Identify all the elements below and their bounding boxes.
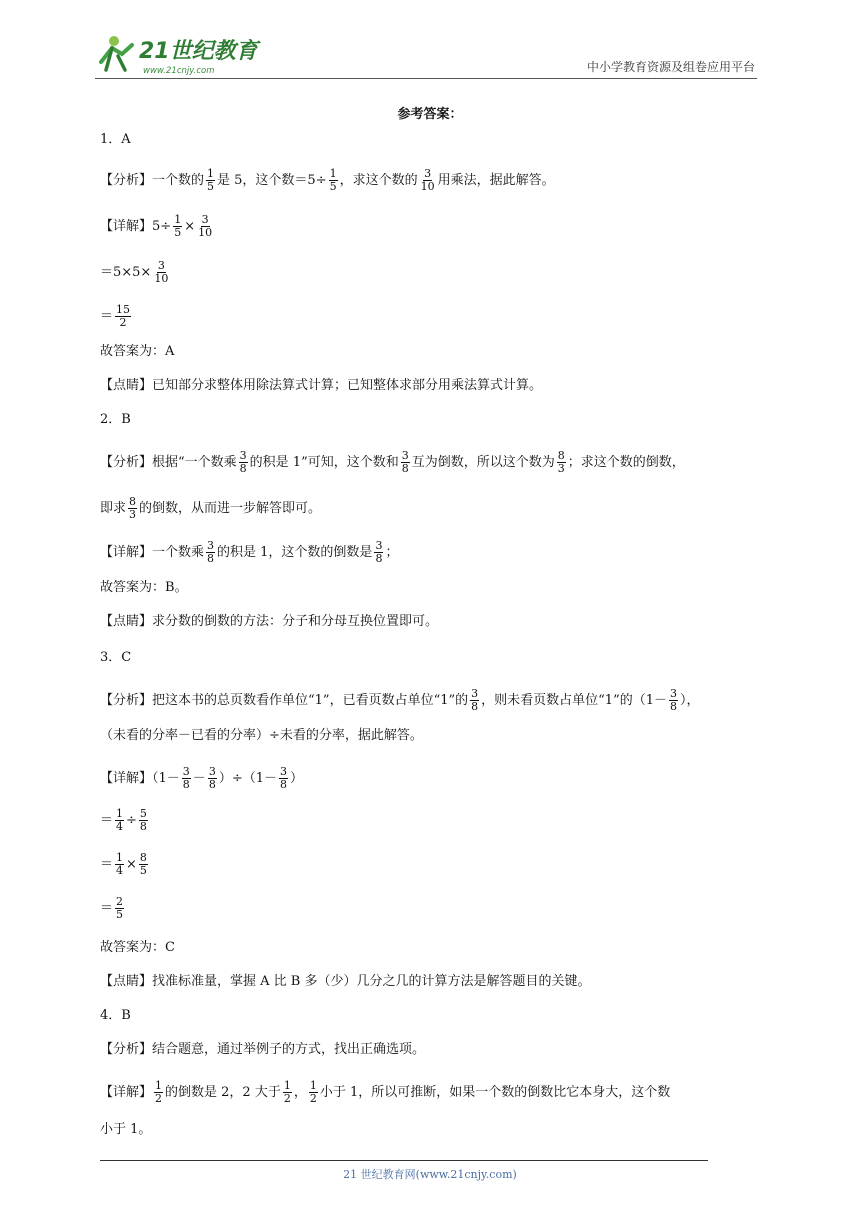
fraction: $\frac{8}{3}$ xyxy=(557,449,565,475)
fraction: $\frac{1}{5}$ xyxy=(207,167,215,193)
footer-source: 21 世纪教育网(www.21cnjy.com) xyxy=(343,1168,517,1181)
fraction: $\frac{3}{8}$ xyxy=(207,539,215,565)
q2-number: 2．B xyxy=(100,412,131,427)
q2-detail: 【详解】一个数乘 $\frac{3}{8}$ 的积是 1，这个数的倒数是 $\frac{3}{8}$ ； xyxy=(100,539,399,565)
q4-analysis: 【分析】结合题意，通过举例子的方式，找出正确选项。 xyxy=(100,1042,426,1057)
fraction: $\frac{1}{5}$ xyxy=(329,167,337,193)
fraction: $\frac{1}{2}$ xyxy=(283,1079,291,1105)
21cnjy-logo xyxy=(95,32,265,76)
q3-step1: ＝ $\frac{1}{4}$ ÷ $\frac{5}{8}$ xyxy=(100,807,147,833)
fraction: $\frac{3}{8}$ xyxy=(471,687,479,713)
q2-answer: 故答案为：B。 xyxy=(100,580,188,595)
footer-divider xyxy=(100,1160,708,1161)
fraction: $\frac{1}{2}$ xyxy=(309,1079,317,1105)
fraction: $\frac{5}{8}$ xyxy=(139,807,147,833)
fraction: $\frac{3}{8}$ xyxy=(375,539,383,565)
fraction: $\frac{3}{10}$ xyxy=(420,167,435,193)
q3-analysis: 【分析】把这本书的总页数看作单位“1”，已看页数占单位“1”的 $\frac{3}{8}$ ，则未看页数占单位“1”的（1－ $\frac{3}{8}$ ）， xyxy=(100,687,700,713)
fraction: $\frac{2}{5}$ xyxy=(116,895,124,921)
fraction: $\frac{3}{8}$ xyxy=(182,765,190,791)
fraction: $\frac{3}{10}$ xyxy=(154,259,169,285)
q2-analysis-line2: 即求 $\frac{8}{3}$ 的倒数，从而进一步解答即可。 xyxy=(100,495,322,521)
q3-step3: ＝ $\frac{2}{5}$ xyxy=(100,895,124,921)
svg-text:www.21cnjy.com: www.21cnjy.com xyxy=(143,66,215,76)
fraction: $\frac{1}{2}$ xyxy=(155,1079,163,1105)
fraction: $\frac{3}{8}$ xyxy=(208,765,216,791)
q1-detail: 【详解】5÷ $\frac{1}{5}$ × $\frac{3}{10}$ xyxy=(100,213,213,239)
fraction: $\frac{3}{8}$ xyxy=(239,449,247,475)
page-title: 参考答案： xyxy=(397,107,463,122)
fraction: $\frac{1}{4}$ xyxy=(116,807,124,833)
q3-answer: 故答案为：C xyxy=(100,940,175,955)
q3-analysis-line2: （未看的分率－已看的分率）÷未看的分率，据此解答。 xyxy=(100,728,423,743)
q1-step2: ＝ $\frac{15}{2}$ xyxy=(100,303,131,329)
q1-analysis: 【分析】一个数的 $\frac{1}{5}$ 是 5，这个数＝5÷ $\frac{1}{5}$ ，求这个数的 $\frac{3}{10}$ 用乘法，据此解答。 xyxy=(100,167,555,193)
fraction: $\frac{1}{5}$ xyxy=(174,213,182,239)
q1-number: 1．A xyxy=(100,132,131,147)
fraction: $\frac{3}{8}$ xyxy=(279,765,287,791)
q2-comment: 【点睛】求分数的倒数的方法：分子和分母互换位置即可。 xyxy=(100,614,439,629)
fraction: $\frac{1}{4}$ xyxy=(116,851,124,877)
fraction: $\frac{8}{3}$ xyxy=(129,495,137,521)
q3-detail: 【详解】（1－ $\frac{3}{8}$ － $\frac{3}{8}$ ）÷（1－ $\frac{3}{8}$ ） xyxy=(100,765,303,791)
q1-step1: ＝5×5× $\frac{3}{10}$ xyxy=(100,259,169,285)
q1-answer: 故答案为：A xyxy=(100,344,175,359)
fraction: $\frac{15}{2}$ xyxy=(116,303,131,329)
fraction: $\frac{8}{5}$ xyxy=(139,851,147,877)
q3-comment: 【点睛】找准标准量，掌握 A 比 B 多（少）几分之几的计算方法是解答题目的关键。 xyxy=(100,974,591,989)
fraction: $\frac{3}{8}$ xyxy=(670,687,677,713)
q2-analysis: 【分析】根据“一个数乘 $\frac{3}{8}$ 的积是 1”可知，这个数和 $\frac{3}{8}$ 互为倒数，所以这个数为 $\frac{8}{3}$ ；求这个数的倒数， xyxy=(100,449,685,475)
fraction: $\frac{3}{8}$ xyxy=(401,449,409,475)
q4-detail: 【详解】 $\frac{1}{2}$ 的倒数是 2，2 大于 $\frac{1}{2}$ ， $\frac{1}{2}$ 小于 1，所以可推断，如果一个数的倒数比它本身大，这个数 xyxy=(100,1079,671,1105)
svg-text:21世纪教育: 21世纪教育 xyxy=(139,39,258,64)
q4-detail-line2: 小于 1。 xyxy=(100,1122,152,1137)
q1-comment: 【点睛】已知部分求整体用除法算式计算；已知整体求部分用乘法算式计算。 xyxy=(100,378,543,393)
platform-name: 中小学教育资源及组卷应用平台 xyxy=(586,60,755,74)
page-header xyxy=(95,32,757,79)
fraction: $\frac{3}{10}$ xyxy=(198,213,213,239)
q4-number: 4．B xyxy=(100,1008,131,1023)
q3-step2: ＝ $\frac{1}{4}$ × $\frac{8}{5}$ xyxy=(100,851,147,877)
q3-number: 3．C xyxy=(100,650,132,665)
